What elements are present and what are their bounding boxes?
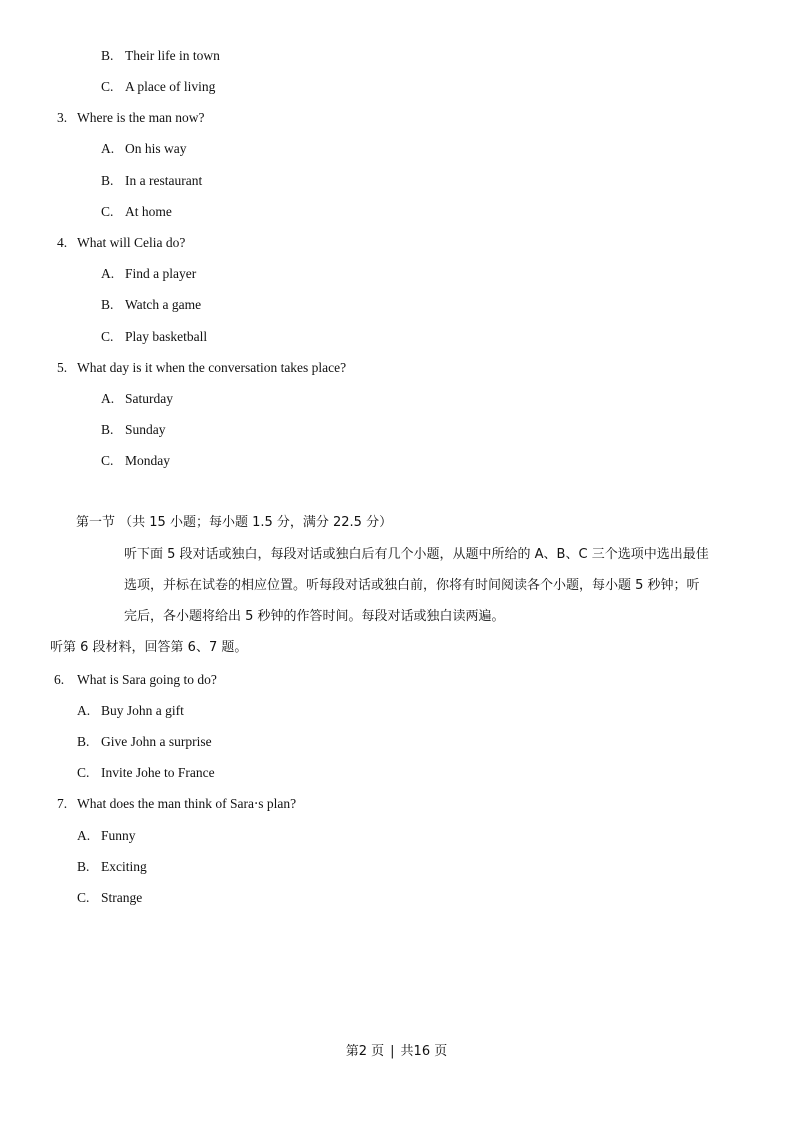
option-4c	[101, 329, 207, 345]
option-5b	[101, 422, 166, 438]
option-letter: C.	[77, 765, 90, 780]
option-letter: B.	[101, 422, 114, 437]
material-note: 听第 6 段材料，回答第 6、7 题。	[50, 640, 248, 655]
option-text: Strange	[101, 890, 143, 905]
option-text: Invite Johe to France	[101, 765, 215, 780]
question-6	[54, 672, 217, 688]
option-3a	[101, 141, 187, 157]
option-text: At home	[125, 204, 172, 219]
option-letter: B.	[77, 859, 90, 874]
option-3c	[101, 204, 172, 220]
question-3	[57, 110, 204, 126]
option-text: Funny	[101, 828, 136, 843]
option-letter: C.	[101, 453, 114, 468]
option-text: Monday	[125, 453, 170, 468]
option-text: On his way	[125, 141, 187, 156]
question-text: What day is it when the conversation takes place?	[77, 360, 347, 375]
option-text: Play basketball	[125, 329, 208, 344]
option-text: Find a player	[125, 266, 197, 281]
option-text: Their life in town	[125, 48, 220, 63]
option-3b	[101, 173, 202, 189]
question-text: Where is the man now?	[77, 110, 205, 125]
option-letter: A.	[101, 141, 115, 156]
option-letter: A.	[77, 703, 91, 718]
option-letter: B.	[77, 734, 90, 749]
question-number: 3.	[57, 110, 68, 125]
option-text: Saturday	[125, 391, 173, 406]
option-2c	[101, 79, 215, 95]
option-letter: B.	[101, 297, 114, 312]
option-4b	[101, 297, 201, 313]
option-5a	[101, 391, 173, 407]
option-text: Give John a surprise	[101, 734, 212, 749]
option-text: Exciting	[101, 859, 147, 874]
option-letter: B.	[101, 173, 114, 188]
option-text: In a restaurant	[125, 173, 203, 188]
option-letter: A.	[101, 266, 115, 281]
option-letter: C.	[101, 204, 114, 219]
option-text: Buy John a gift	[101, 703, 184, 718]
option-6a	[77, 703, 184, 719]
option-text: A place of living	[125, 79, 216, 94]
page-number: 第2 页	[345, 1044, 385, 1059]
question-text: What does the man think of Sara‧s plan?	[77, 796, 297, 811]
option-6c	[77, 765, 215, 781]
option-2b	[101, 48, 220, 64]
instruction-line-1: 听下面 5 段对话或独白，每段对话或独白后有几个小题，从题中所给的 A、B、C 三个选项中选出最佳	[124, 547, 709, 562]
question-7	[57, 796, 296, 812]
option-letter: C.	[101, 329, 114, 344]
option-text: Sunday	[125, 422, 166, 437]
option-letter: C.	[77, 890, 90, 905]
question-number: 5.	[57, 360, 68, 375]
question-5	[57, 360, 346, 376]
section-heading: 第一节 （共 15 小题；每小题 1.5 分，满分 22.5 分）	[76, 515, 393, 530]
option-letter: A.	[101, 391, 115, 406]
option-5c	[101, 453, 170, 469]
page-footer	[0, 1040, 793, 1059]
footer-separator: |	[390, 1044, 395, 1059]
question-number: 7.	[57, 796, 68, 811]
instruction-line-3: 完后，各小题将给出 5 秒钟的作答时间。每段对话或独白读两遍。	[124, 609, 505, 624]
option-7b	[77, 859, 147, 875]
option-letter: A.	[77, 828, 91, 843]
option-7c	[77, 890, 142, 906]
option-4a	[101, 266, 196, 282]
option-text: Watch a game	[125, 297, 202, 312]
instruction-line-2: 选项，并标在试卷的相应位置。听每段对话或独白前，你将有时间阅读各个小题，每小题 5 秒钟；听	[124, 578, 700, 593]
question-4	[57, 235, 185, 251]
option-letter: B.	[101, 48, 114, 63]
question-number: 6.	[54, 672, 65, 687]
question-text: What is Sara going to do?	[77, 672, 217, 687]
option-letter: C.	[101, 79, 114, 94]
option-7a	[77, 828, 136, 844]
question-text: What will Celia do?	[77, 235, 186, 250]
question-number: 4.	[57, 235, 68, 250]
page-total: 共16 页	[400, 1044, 448, 1059]
option-6b	[77, 734, 212, 750]
